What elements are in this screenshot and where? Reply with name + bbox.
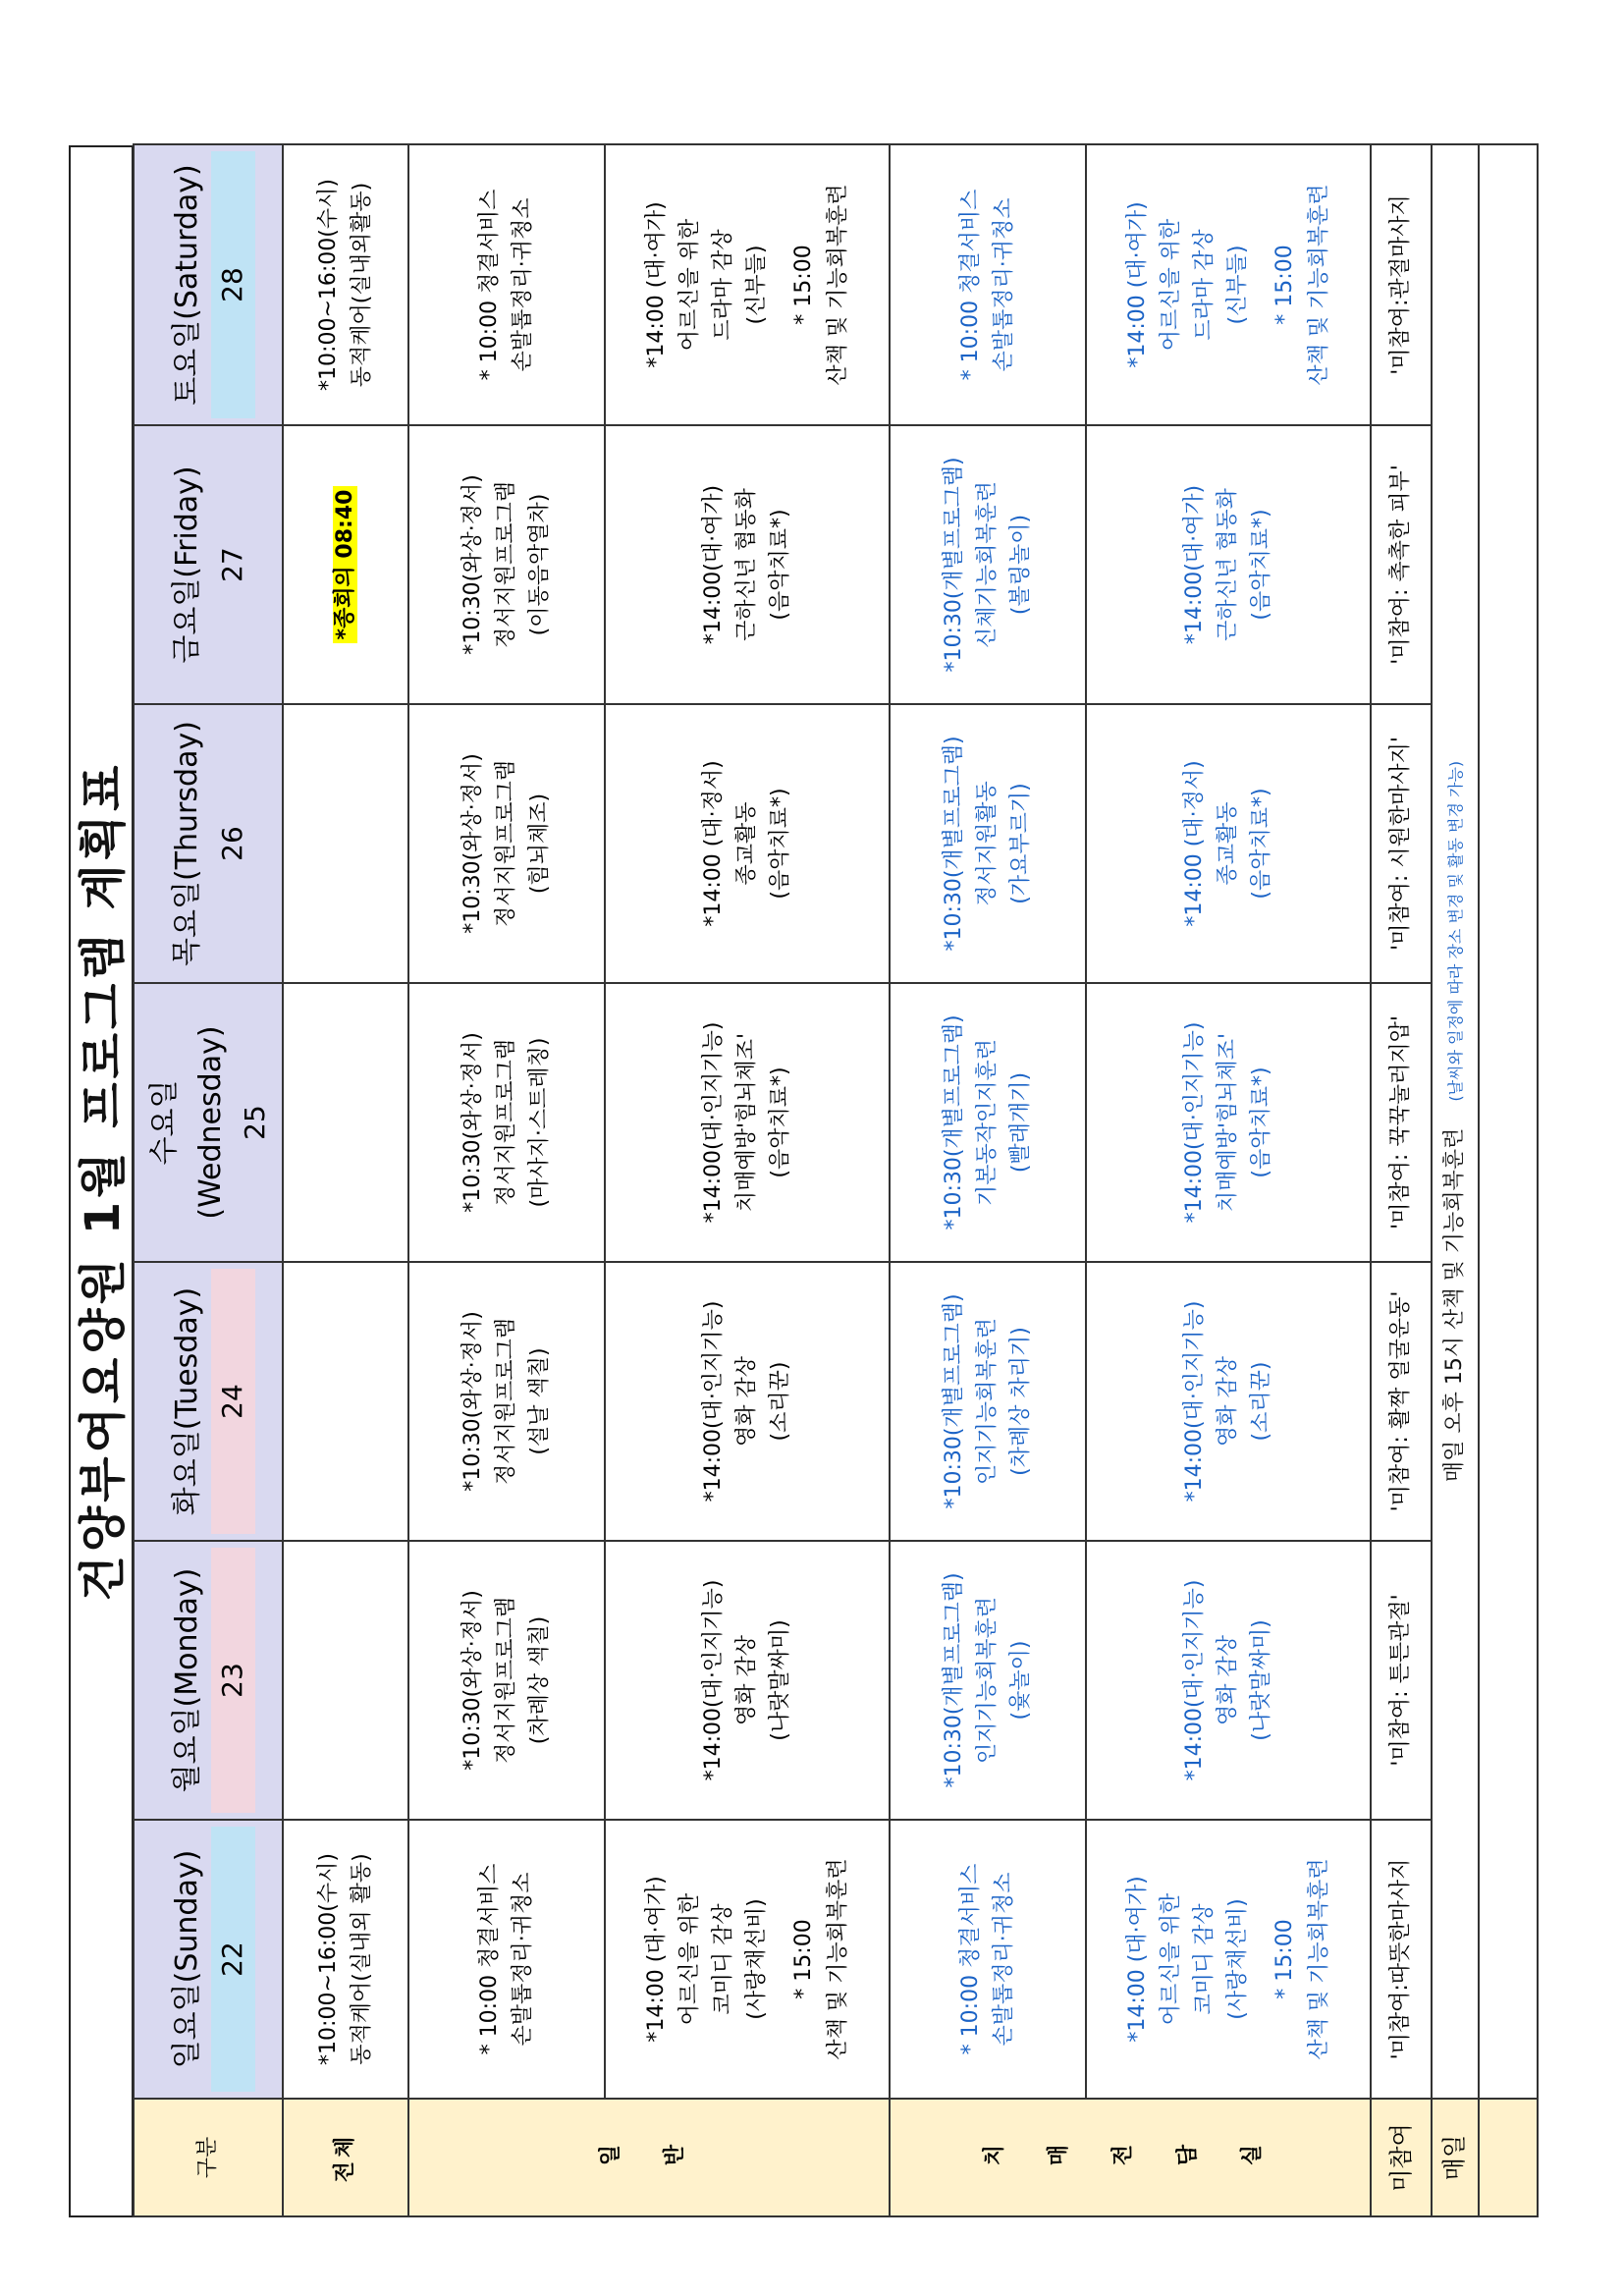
category-dementia: 치 매 전 담 실 bbox=[890, 2099, 1371, 2216]
cell-line: * 10:00 청결서비스 bbox=[477, 189, 503, 381]
row-dementia-am bbox=[890, 144, 1086, 2216]
cell-line: *10:30(와상·정서) bbox=[460, 753, 486, 934]
day-name: 목요일(Thursday) bbox=[170, 721, 205, 966]
cell-line: *14:00(대·여가) bbox=[1182, 484, 1208, 645]
day-header-monday bbox=[134, 1541, 283, 1820]
day-number: 28 bbox=[211, 151, 255, 418]
day-name: 화요일(Tuesday) bbox=[170, 1286, 205, 1516]
cell-nonpart-sat: '미참여:관절마사지 bbox=[1371, 144, 1432, 425]
category-daily: 매일 bbox=[1432, 2099, 1478, 2216]
cell-line: *10:30(개별프로그램) bbox=[942, 736, 967, 952]
blank-category bbox=[1479, 2099, 1538, 2216]
cell-line: (소리꾼) bbox=[768, 1361, 793, 1442]
day-header-thursday bbox=[134, 704, 283, 983]
cell-line: (윷놀이) bbox=[1008, 1640, 1034, 1721]
cell-general-am-sat bbox=[408, 144, 605, 425]
cell-line: *10:30(개별프로그램) bbox=[942, 457, 967, 673]
cell-line: 근하신년 협동화 bbox=[734, 488, 760, 641]
cell-general-pm-tue bbox=[605, 1262, 890, 1541]
cell-line: *14:00 (대·여가) bbox=[1125, 1876, 1151, 2043]
cell-line: *14:00(대·여가) bbox=[701, 484, 727, 645]
cell-general-pm-mon bbox=[605, 1541, 890, 1820]
day-name: 토요일(Saturday) bbox=[170, 164, 205, 406]
cell-dementia-am-fri bbox=[890, 425, 1086, 704]
cell-general-am-mon bbox=[408, 1541, 605, 1820]
cell-line: *14:00 (대·여가) bbox=[644, 201, 670, 368]
cell-line: 어르신을 위한 bbox=[677, 218, 703, 352]
cell-line: 인지기능회복훈련 bbox=[975, 1596, 1001, 1765]
category-header: 구분 bbox=[134, 2099, 283, 2216]
day-header-tuesday bbox=[134, 1262, 283, 1541]
cell-line: *14:00(대·인지기능) bbox=[701, 1300, 727, 1503]
cell-all-fri bbox=[283, 425, 408, 704]
day-header-wednesday bbox=[134, 983, 283, 1262]
cell-line: 신체기능회복훈련 bbox=[975, 480, 1001, 649]
cell-all-sat bbox=[283, 144, 408, 425]
cell-line: (음악치료*) bbox=[1249, 1066, 1274, 1178]
row-dementia-pm bbox=[1086, 144, 1371, 2216]
cell-line: (볼링놀이) bbox=[1008, 514, 1034, 616]
cell-nonpart-sun: '미참여:따뜻한마사지 bbox=[1371, 1820, 1432, 2099]
cell-dementia-pm-sat bbox=[1086, 144, 1371, 425]
cell-line: 산책 및 기능회복훈련 bbox=[1306, 1858, 1331, 2060]
cell-line: (차례상 색칠) bbox=[527, 1615, 553, 1745]
row-nonparticipant bbox=[1371, 144, 1432, 2216]
cell-general-pm-thu bbox=[605, 704, 890, 983]
cell-line: (이동음악열차) bbox=[527, 493, 553, 636]
cell-line: 어르신을 위한 bbox=[1159, 1892, 1184, 2026]
cell-line: 정서지원프로그램 bbox=[494, 1596, 519, 1765]
cell-dementia-am-sat bbox=[890, 144, 1086, 425]
cell-line: *10:30(개별프로그램) bbox=[942, 1572, 967, 1788]
cell-line: (소리꾼) bbox=[1249, 1361, 1274, 1442]
cell-line: (음악치료*) bbox=[768, 509, 793, 621]
cell-line: *10:30(개별프로그램) bbox=[942, 1014, 967, 1230]
cell-nonpart-thu: '미참여: 시원한마사지' bbox=[1371, 704, 1432, 983]
cell-line: 치매예방'힘뇌체조' bbox=[734, 1032, 760, 1213]
row-general-am bbox=[408, 144, 605, 2216]
cell-dementia-pm-thu bbox=[1086, 704, 1371, 983]
cell-line: 드라마 감상 bbox=[711, 229, 736, 341]
cell-line: (빨래개기) bbox=[1008, 1071, 1034, 1174]
row-general-pm bbox=[605, 144, 890, 2216]
row-all bbox=[283, 144, 408, 2216]
cell-line: 손발톱정리·귀청소 bbox=[992, 197, 1017, 372]
cell-line: *14:00(대·인지기능) bbox=[1182, 1579, 1208, 1781]
cell-line: 근하신년 협동화 bbox=[1216, 488, 1241, 641]
cell-line: * 10:00 청결서비스 bbox=[958, 1863, 984, 2055]
cell-line: *10:00~16:00(수시) bbox=[316, 179, 342, 391]
cell-dementia-am-wed bbox=[890, 983, 1086, 1262]
cell-line: (신부들) bbox=[1225, 245, 1251, 325]
day-number: 26 bbox=[215, 826, 248, 861]
cell-line: 산책 및 기능회복훈련 bbox=[825, 184, 850, 386]
cell-all-thu bbox=[283, 704, 408, 983]
row-daily bbox=[1432, 144, 1478, 2216]
cell-line: * 15:00 bbox=[1272, 245, 1298, 325]
cell-general-am-wed bbox=[408, 983, 605, 1262]
day-name: 수요일(Wednesday) bbox=[147, 1025, 228, 1220]
cell-line: * 10:00 청결서비스 bbox=[958, 189, 984, 381]
cell-line: 정서지원프로그램 bbox=[494, 759, 519, 928]
cell-line: 손발톱정리·귀청소 bbox=[511, 197, 536, 372]
day-name: 월요일(Monday) bbox=[170, 1567, 205, 1793]
cell-general-pm-sat bbox=[605, 144, 890, 425]
day-number: 25 bbox=[239, 1105, 271, 1140]
cell-line: (마사지·스트레칭) bbox=[527, 1037, 553, 1208]
cell-line: (음악치료*) bbox=[768, 788, 793, 900]
cell-line: 영화 감상 bbox=[1216, 1356, 1241, 1448]
cell-line: 드라마 감상 bbox=[1192, 229, 1217, 341]
cell-line: (음악치료*) bbox=[1249, 509, 1274, 621]
cell-nonpart-mon: '미참여: 튼튼관절' bbox=[1371, 1541, 1432, 1820]
category-general: 일 반 bbox=[408, 2099, 890, 2216]
header-row bbox=[134, 144, 283, 2216]
cell-line: 정서지원프로그램 bbox=[494, 480, 519, 649]
cell-line: 동적케어(실내외활동) bbox=[350, 182, 375, 388]
cell-line: * 10:00 청결서비스 bbox=[477, 1863, 503, 2055]
cell-line: 영화 감상 bbox=[734, 1635, 760, 1726]
daily-subnote: (날씨와 일정에 따라 장소 변경 및 활동 변경 가능) bbox=[1445, 760, 1465, 1102]
day-header-friday bbox=[134, 425, 283, 704]
cell-line: 영화 감상 bbox=[1216, 1635, 1241, 1726]
cell-general-pm-sun bbox=[605, 1820, 890, 2099]
cell-general-am-thu bbox=[408, 704, 605, 983]
cell-line: 어르신을 위한 bbox=[677, 1892, 703, 2026]
cell-line: 치매예방'힘뇌체조' bbox=[1216, 1032, 1241, 1213]
cell-line: 정서지원프로그램 bbox=[494, 1317, 519, 1486]
cell-line: 정서지원프로그램 bbox=[494, 1038, 519, 1207]
cell-nonpart-wed: '미참여: 꾹꾹눌러지압' bbox=[1371, 983, 1432, 1262]
page-title: 건양부여요양원 1월 프로그램 계획표 bbox=[69, 145, 134, 2217]
cell-dementia-am-mon bbox=[890, 1541, 1086, 1820]
cell-line: 산책 및 기능회복훈련 bbox=[825, 1858, 850, 2060]
cell-general-am-tue bbox=[408, 1262, 605, 1541]
day-name: 금요일(Friday) bbox=[170, 465, 205, 664]
day-header-saturday bbox=[134, 144, 283, 425]
cell-general-am-sun bbox=[408, 1820, 605, 2099]
cell-general-pm-fri bbox=[605, 425, 890, 704]
cell-line: (사랑채선비) bbox=[744, 1898, 770, 2020]
category-all: 전체 bbox=[283, 2099, 408, 2216]
cell-line: *10:30(와상·정서) bbox=[460, 1311, 486, 1492]
day-number: 22 bbox=[211, 1827, 255, 2092]
cell-line: 인지기능회복훈련 bbox=[975, 1317, 1001, 1486]
cell-dementia-pm-sun bbox=[1086, 1820, 1371, 2099]
day-name: 일요일(Sunday) bbox=[170, 1849, 205, 2069]
cell-dementia-am-tue bbox=[890, 1262, 1086, 1541]
cell-dementia-am-sun bbox=[890, 1820, 1086, 2099]
cell-line: *14:00(대·인지기능) bbox=[701, 1579, 727, 1781]
cell-line: *10:30(와상·정서) bbox=[460, 474, 486, 655]
blank-cell bbox=[1479, 144, 1538, 2099]
cell-line: 정서지원활동 bbox=[975, 781, 1001, 906]
daily-text: 매일 오후 15시 산책 및 기능회복훈련 bbox=[1441, 1127, 1467, 1483]
cell-line: *14:00(대·인지기능) bbox=[1182, 1021, 1208, 1224]
cell-line: *10:30(개별프로그램) bbox=[942, 1293, 967, 1509]
cell-line: *10:30(와상·정서) bbox=[460, 1590, 486, 1771]
cell-line: (신부들) bbox=[744, 245, 770, 325]
cell-dementia-pm-tue bbox=[1086, 1262, 1371, 1541]
day-number: 23 bbox=[211, 1548, 255, 1813]
cell-line: (가요부르기) bbox=[1008, 783, 1034, 904]
cell-line: 산책 및 기능회복훈련 bbox=[1306, 184, 1331, 386]
meeting-badge: *종회의 08:40 bbox=[333, 486, 357, 644]
cell-line: (사랑채선비) bbox=[1225, 1898, 1251, 2020]
cell-dementia-pm-fri bbox=[1086, 425, 1371, 704]
cell-line: 동적케어(실내외 활동) bbox=[350, 1853, 375, 2065]
cell-line: 손발톱정리·귀청소 bbox=[511, 1872, 536, 2047]
schedule-table bbox=[133, 143, 1539, 2217]
cell-line: 종교활동 bbox=[1216, 801, 1241, 886]
cell-line: *14:00(대·인지기능) bbox=[701, 1021, 727, 1224]
cell-line: (음악치료*) bbox=[768, 1066, 793, 1178]
cell-line: *14:00 (대·여가) bbox=[1125, 201, 1151, 368]
cell-line: 코미디 감상 bbox=[711, 1903, 736, 2015]
cell-line: (차례상 차리기) bbox=[1008, 1327, 1034, 1476]
cell-line: *14:00 (대·정서) bbox=[1182, 760, 1208, 927]
cell-dementia-am-thu bbox=[890, 704, 1086, 983]
cell-line: (힘뇌체조) bbox=[527, 793, 553, 895]
cell-line: * 15:00 bbox=[791, 245, 817, 325]
cell-line: 종교활동 bbox=[734, 801, 760, 886]
cell-line: (음악치료*) bbox=[1249, 788, 1274, 900]
cell-nonpart-fri: '미참여: 촉촉한 피부' bbox=[1371, 425, 1432, 704]
cell-nonpart-tue: '미참여: 활짝 얼굴운동' bbox=[1371, 1262, 1432, 1541]
cell-line: *14:00 (대·정서) bbox=[701, 760, 727, 927]
cell-line: 코미디 감상 bbox=[1192, 1903, 1217, 2015]
category-nonparticipant: 미참여 bbox=[1371, 2099, 1432, 2216]
day-number: 24 bbox=[211, 1269, 255, 1534]
cell-line: *14:00(대·인지기능) bbox=[1182, 1300, 1208, 1503]
daily-note-cell bbox=[1432, 144, 1478, 2099]
cell-line: (나랏말싸미) bbox=[768, 1619, 793, 1741]
cell-dementia-pm-mon bbox=[1086, 1541, 1371, 1820]
cell-line: 영화 감상 bbox=[734, 1356, 760, 1448]
day-header-sunday bbox=[134, 1820, 283, 2099]
cell-line: *14:00 (대·여가) bbox=[644, 1876, 670, 2043]
cell-general-am-fri bbox=[408, 425, 605, 704]
cell-all-sun bbox=[283, 1820, 408, 2099]
cell-all-tue bbox=[283, 1262, 408, 1541]
cell-line: 어르신을 위한 bbox=[1159, 218, 1184, 352]
cell-line: 기본동작인지훈련 bbox=[975, 1038, 1001, 1207]
cell-line: * 15:00 bbox=[791, 1919, 817, 1999]
cell-all-mon bbox=[283, 1541, 408, 1820]
cell-dementia-pm-wed bbox=[1086, 983, 1371, 1262]
cell-line: *10:00~16:00(수시) bbox=[316, 1853, 342, 2065]
row-blank bbox=[1479, 144, 1538, 2216]
cell-all-wed bbox=[283, 983, 408, 1262]
cell-line: (나랏말싸미) bbox=[1249, 1619, 1274, 1741]
cell-line: 손발톱정리·귀청소 bbox=[992, 1872, 1017, 2047]
cell-line: *10:30(와상·정서) bbox=[460, 1032, 486, 1213]
cell-line: (설날 색칠) bbox=[527, 1347, 553, 1455]
cell-line: * 15:00 bbox=[1272, 1919, 1298, 1999]
day-number: 27 bbox=[215, 547, 248, 582]
cell-general-pm-wed bbox=[605, 983, 890, 1262]
